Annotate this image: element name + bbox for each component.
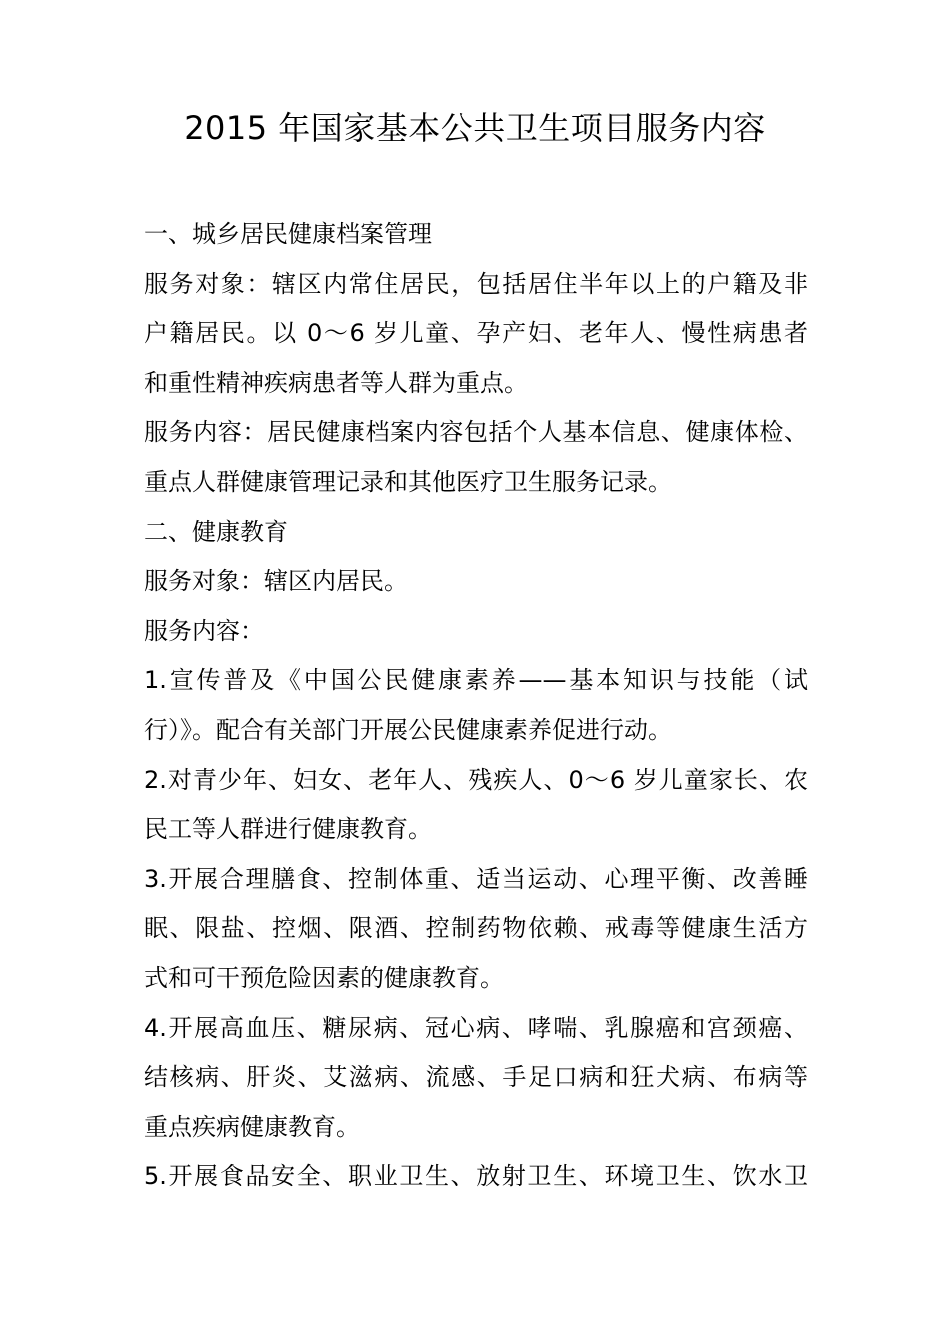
text-line: 服务对象：辖区内居民。: [144, 567, 408, 596]
text-line: 2.对青少年、妇女、老年人、残疾人、0～6 岁儿童家长、农: [144, 765, 808, 794]
text-line: 结核病、肝炎、艾滋病、流感、手足口病和狂犬病、布病等: [144, 1063, 808, 1092]
text-line: 二、健康教育: [144, 517, 288, 546]
text-line: 行）》。配合有关部门开展公民健康素养促进行动。: [144, 715, 672, 744]
text-line: 重点疾病健康教育。: [144, 1112, 360, 1141]
page-title: 2015 年国家基本公共卫生项目服务内容: [184, 109, 766, 147]
text-line: 重点人群健康管理记录和其他医疗卫生服务记录。: [144, 467, 672, 496]
text-line: 一、城乡居民健康档案管理: [144, 220, 432, 248]
text-line: 1.宣传普及《中国公民健康素养——基本知识与技能（试: [144, 666, 808, 695]
text-line: 服务内容：居民健康档案内容包括个人基本信息、健康体检、: [144, 418, 808, 447]
text-line: 户籍居民。以 0～6 岁儿童、孕产妇、老年人、慢性病患者: [144, 319, 808, 348]
text-line: 民工等人群进行健康教育。: [144, 815, 432, 844]
text-line: 服务对象：辖区内常住居民，包括居住半年以上的户籍及非: [144, 269, 808, 298]
text-line: 服务内容：: [144, 616, 264, 645]
text-line: 4.开展高血压、糖尿病、冠心病、哮喘、乳腺癌和宫颈癌、: [144, 1013, 808, 1042]
text-line: 眠、限盐、控烟、限酒、控制药物依赖、戒毒等健康生活方: [144, 914, 808, 943]
text-line: 和重性精神疾病患者等人群为重点。: [144, 368, 528, 397]
text-line: 式和可干预危险因素的健康教育。: [144, 963, 504, 992]
text-line: 5.开展食品安全、职业卫生、放射卫生、环境卫生、饮水卫: [144, 1162, 808, 1191]
text-line: 3.开展合理膳食、控制体重、适当运动、心理平衡、改善睡: [144, 864, 808, 893]
document-body: [144, 210, 808, 1202]
